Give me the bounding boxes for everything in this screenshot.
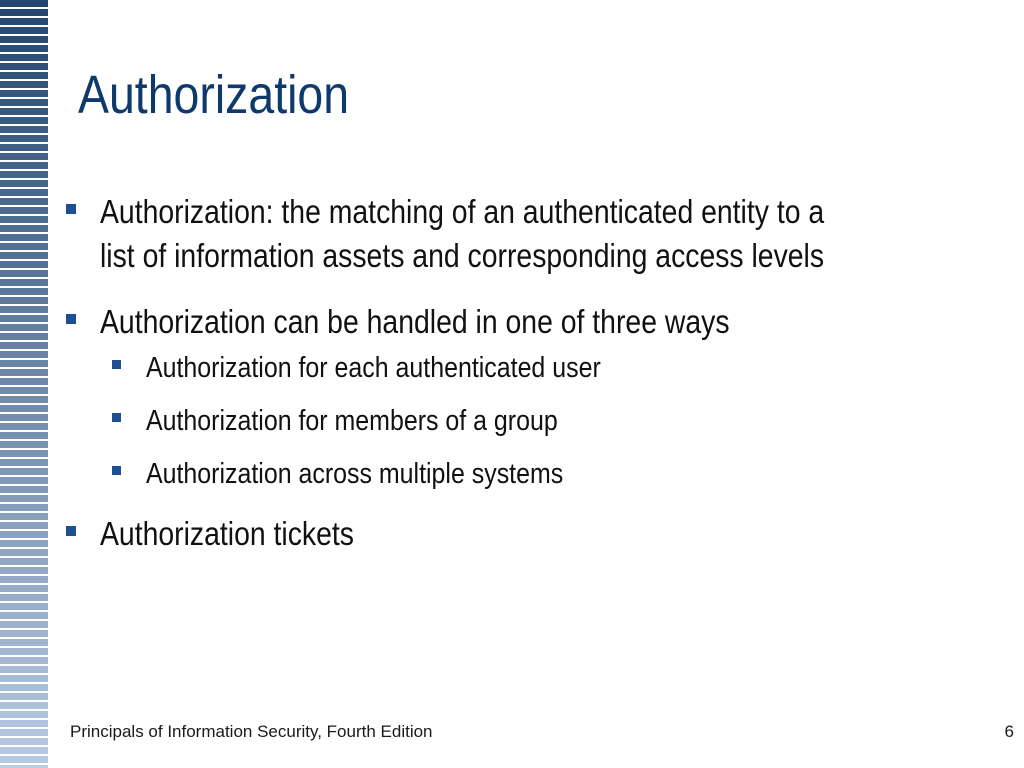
- slide-title: Authorization: [78, 65, 350, 125]
- sub-bullet-text: Authorization for each authenticated user: [146, 352, 601, 384]
- stripe: [0, 414, 48, 421]
- stripe: [0, 126, 48, 133]
- bullet-text: Authorization tickets: [100, 515, 354, 552]
- stripe: [0, 324, 48, 331]
- stripe: [0, 306, 48, 313]
- stripe: [0, 495, 48, 502]
- stripe: [0, 549, 48, 556]
- stripe: [0, 729, 48, 736]
- square-bullet-icon: [66, 204, 76, 214]
- slide-body: [66, 190, 1006, 578]
- stripe: [0, 369, 48, 376]
- stripe: [0, 0, 48, 7]
- sub-bullet-item: [112, 401, 1006, 441]
- decorative-stripe-bar: [0, 0, 48, 768]
- stripe: [0, 738, 48, 745]
- stripe: [0, 711, 48, 718]
- stripe: [0, 27, 48, 34]
- stripe: [0, 396, 48, 403]
- stripe: [0, 225, 48, 232]
- stripe: [0, 81, 48, 88]
- stripe: [0, 135, 48, 142]
- sub-bullet-text: Authorization for members of a group: [146, 405, 558, 437]
- square-bullet-icon: [112, 413, 121, 422]
- stripe: [0, 675, 48, 682]
- stripe: [0, 351, 48, 358]
- stripe: [0, 657, 48, 664]
- stripe: [0, 477, 48, 484]
- stripe: [0, 360, 48, 367]
- stripe: [0, 558, 48, 565]
- stripe: [0, 405, 48, 412]
- stripe: [0, 459, 48, 466]
- stripe: [0, 639, 48, 646]
- sub-bullet-list: [66, 348, 1006, 494]
- square-bullet-icon: [112, 466, 121, 475]
- stripe: [0, 261, 48, 268]
- stripe: [0, 90, 48, 97]
- stripe: [0, 99, 48, 106]
- bullet-text-line: Authorization: the matching of an authenticated entity to a: [100, 193, 825, 230]
- stripe: [0, 108, 48, 115]
- stripe: [0, 450, 48, 457]
- stripe: [0, 513, 48, 520]
- stripe: [0, 684, 48, 691]
- stripe: [0, 531, 48, 538]
- stripe: [0, 747, 48, 754]
- stripe: [0, 189, 48, 196]
- stripe: [0, 243, 48, 250]
- stripe: [0, 630, 48, 637]
- stripe: [0, 594, 48, 601]
- stripe: [0, 576, 48, 583]
- stripe: [0, 648, 48, 655]
- stripe: [0, 270, 48, 277]
- stripe: [0, 387, 48, 394]
- stripe: [0, 279, 48, 286]
- stripe: [0, 441, 48, 448]
- stripe: [0, 504, 48, 511]
- stripe: [0, 153, 48, 160]
- stripe: [0, 252, 48, 259]
- stripe: [0, 9, 48, 16]
- stripe: [0, 378, 48, 385]
- sub-bullet-text: Authorization across multiple systems: [146, 458, 564, 490]
- stripe: [0, 756, 48, 763]
- stripe: [0, 198, 48, 205]
- stripe: [0, 720, 48, 727]
- stripe: [0, 45, 48, 52]
- stripe: [0, 342, 48, 349]
- stripe: [0, 63, 48, 70]
- bullet-authorization-tickets: [66, 512, 1006, 556]
- stripe: [0, 567, 48, 574]
- bullet-text: Authorization can be handled in one of three ways: [100, 303, 730, 340]
- stripe: [0, 288, 48, 295]
- stripe: [0, 216, 48, 223]
- stripe: [0, 297, 48, 304]
- stripe: [0, 117, 48, 124]
- stripe: [0, 666, 48, 673]
- stripe: [0, 54, 48, 61]
- square-bullet-icon: [112, 360, 121, 369]
- stripe: [0, 432, 48, 439]
- square-bullet-icon: [66, 314, 76, 324]
- bullet-three-ways: [66, 300, 1006, 344]
- stripe: [0, 207, 48, 214]
- stripe: [0, 333, 48, 340]
- stripe: [0, 36, 48, 43]
- stripe: [0, 180, 48, 187]
- bullet-text-line: list of information assets and corresponding access levels: [100, 237, 825, 274]
- stripe: [0, 72, 48, 79]
- sub-bullet-item: [112, 454, 1006, 494]
- stripe: [0, 234, 48, 241]
- stripe: [0, 171, 48, 178]
- square-bullet-icon: [66, 526, 76, 536]
- footer-source: Principals of Information Security, Fourth Edition: [70, 722, 433, 741]
- stripe: [0, 540, 48, 547]
- stripe: [0, 423, 48, 430]
- stripe: [0, 18, 48, 25]
- stripe: [0, 315, 48, 322]
- stripe: [0, 144, 48, 151]
- stripe: [0, 702, 48, 709]
- stripe: [0, 522, 48, 529]
- stripe: [0, 585, 48, 592]
- stripe: [0, 603, 48, 610]
- sub-bullet-item: [112, 348, 1006, 388]
- stripe: [0, 693, 48, 700]
- stripe: [0, 612, 48, 619]
- stripe: [0, 468, 48, 475]
- bullet-authorization-definition: [66, 190, 1006, 278]
- stripe: [0, 162, 48, 169]
- stripe: [0, 621, 48, 628]
- footer-page-number: 6: [1004, 722, 1014, 741]
- stripe: [0, 486, 48, 493]
